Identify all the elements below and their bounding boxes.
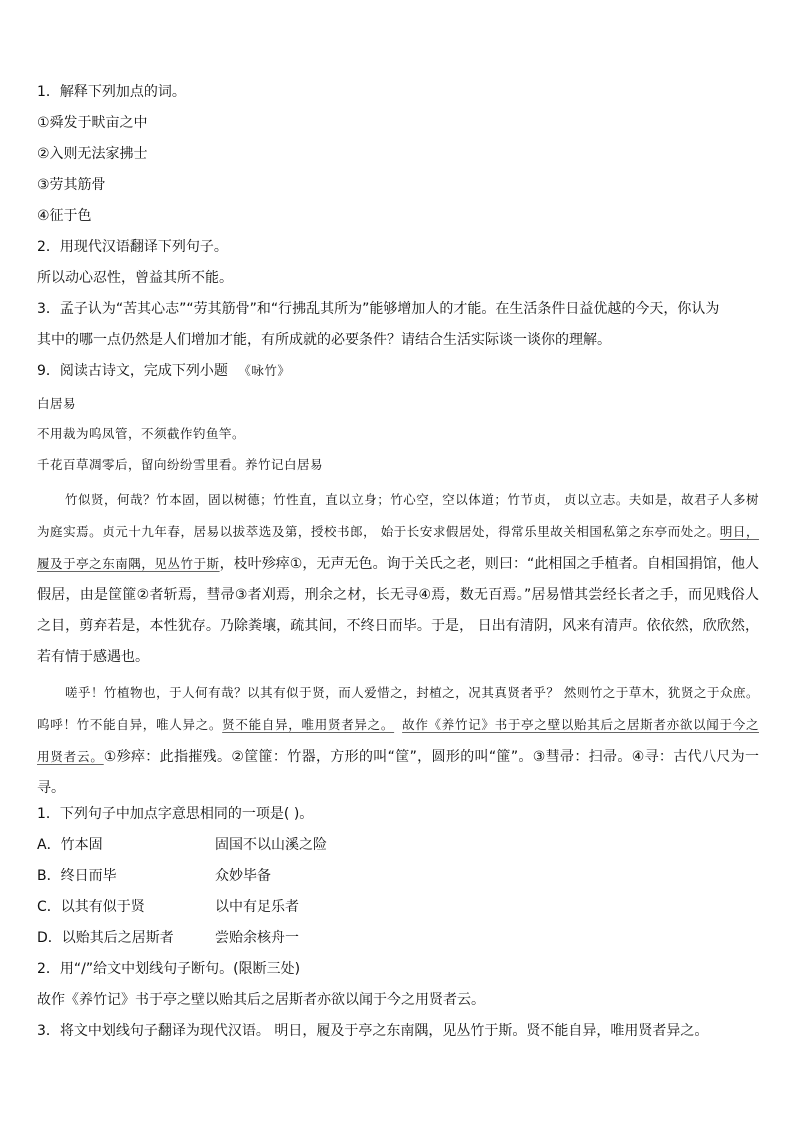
essay-notes-a: ①殄瘁：此指摧残。②筐篚：竹器，方形的叫“筐”，圆形的叫“篚”。③彗帚：扫 <box>103 749 604 765</box>
q1-item-3: ③劳其筋骨 <box>37 177 106 193</box>
q3-line-1: 3．孟子认为“苦其心志”“劳其筋骨”和“行拂乱其所为”能够增加人的才能。在生活条件日益优越的今天，你认为 <box>37 301 720 317</box>
q2-title: 2．用现代汉语翻译下列句子。 <box>37 239 228 255</box>
essay-p1-part-a: 竹似贤，何哉？竹本固，固以树德；竹性直，直以立身；竹心空，空以体道；竹节贞， 贞以立志。夫如是，故君子人多树为庭实焉。贞元十九年春，居易以拔萃选及第，授校书郎， 始于长安求假居处，得常乐里故关相国私第之东亭而处之。 <box>37 492 759 539</box>
essay-p2-underlined-1: 贤不能自异，唯用贤者异之。 <box>222 717 395 732</box>
essay-paragraph-2 <box>37 677 759 804</box>
option-a-label: A．竹本固 <box>37 837 103 853</box>
q9-heading <box>37 361 290 381</box>
essay-p1-underlined: 明日，履及于亭之东南隅，见丛竹于斯 <box>37 524 759 571</box>
q1-item-1: ①舜发于畎亩之中 <box>37 115 148 131</box>
q1-item-2: ②入则无法家拂士 <box>37 146 148 162</box>
option-d-label: D．以贻其后之居斯者 <box>37 930 174 946</box>
option-c-label: C．以其有似于贤 <box>37 899 145 915</box>
poem-author: 白居易 <box>37 396 77 411</box>
sub1-title: 1．下列句子中加点字意思相同的一项是( )。 <box>37 806 314 822</box>
essay-p2-part-a: 嗟乎！竹植物也，于人何有哉？以其有似于贤，而人爱惜之，封植之，况其真贤者乎？ 然则竹之于草木，犹贤之于众庶。呜呼！竹不能自异，唯人异之。 <box>37 685 759 732</box>
sub2-title: 2．用“/”给文中划线句子断句。(限断三处) <box>37 961 301 977</box>
option-a-compare: 固国不以山溪之险 <box>215 837 327 853</box>
essay-notes-b: 帚。④寻：古代八尺为一寻。 <box>37 749 759 796</box>
poem-line-1: 不用裁为呜凤管，不须截作钓鱼竿。 <box>37 426 246 441</box>
sub3-title: 3．将文中划线句子翻译为现代汉语。 明日，履及于亭之东南隅，见丛竹于斯。贤不能自异，唯用贤者异之。 <box>37 1023 709 1039</box>
q1-item-4: ④征于色 <box>37 208 92 224</box>
essay-paragraph-1 <box>37 484 759 673</box>
option-c-compare: 以中有足乐者 <box>215 899 299 915</box>
poem-line-2: 千花百草凋零后，留向纷纷雪里看。养竹记白居易 <box>37 457 324 472</box>
essay-p2-underlined-2: 故作《养竹记》书于亭之壁以贻其后之居斯者亦欲以闻于今之用贤者云。 <box>37 717 759 764</box>
option-d-compare: 尝贻余核舟一 <box>215 930 299 946</box>
q2-sentence: 所以动心忍性，曾益其所不能。 <box>37 270 233 286</box>
option-b-compare: 众妙毕备 <box>215 868 271 884</box>
essay-p1-part-b: ，枝叶殄瘁①，无声无色。询于关氏之老，则曰：“此相国之手植者。自相国捐馆，他人假居，由是筐篚②者斩焉，彗帚③者刈焉，刑余之材，长无寻④焉，数无百焉。”居易惜其尝经长者之手，而见贱俗人之目，剪弃若是，本性犹存。乃除粪壤，疏其间，不终日而毕。于是， 日出有清阴，风来有清声。依依然，欣欣然，若有情于感遇也。 <box>37 556 759 665</box>
sub2-sentence: 故作《养竹记》书于亭之壁以贻其后之居斯者亦欲以闻于今之用贤者云。 <box>37 992 485 1008</box>
q1-title: 1．解释下列加点的词。 <box>37 84 186 100</box>
poem-title: 《咏竹》 <box>238 363 291 378</box>
q9-title: 9．阅读古诗文，完成下列小题 <box>37 363 228 379</box>
option-b-label: B．终日而毕 <box>37 868 117 884</box>
q3-line-2: 其中的哪一点仍然是人们增加才能，有所成就的必要条件？请结合生活实际谈一谈你的理解。 <box>37 332 611 348</box>
